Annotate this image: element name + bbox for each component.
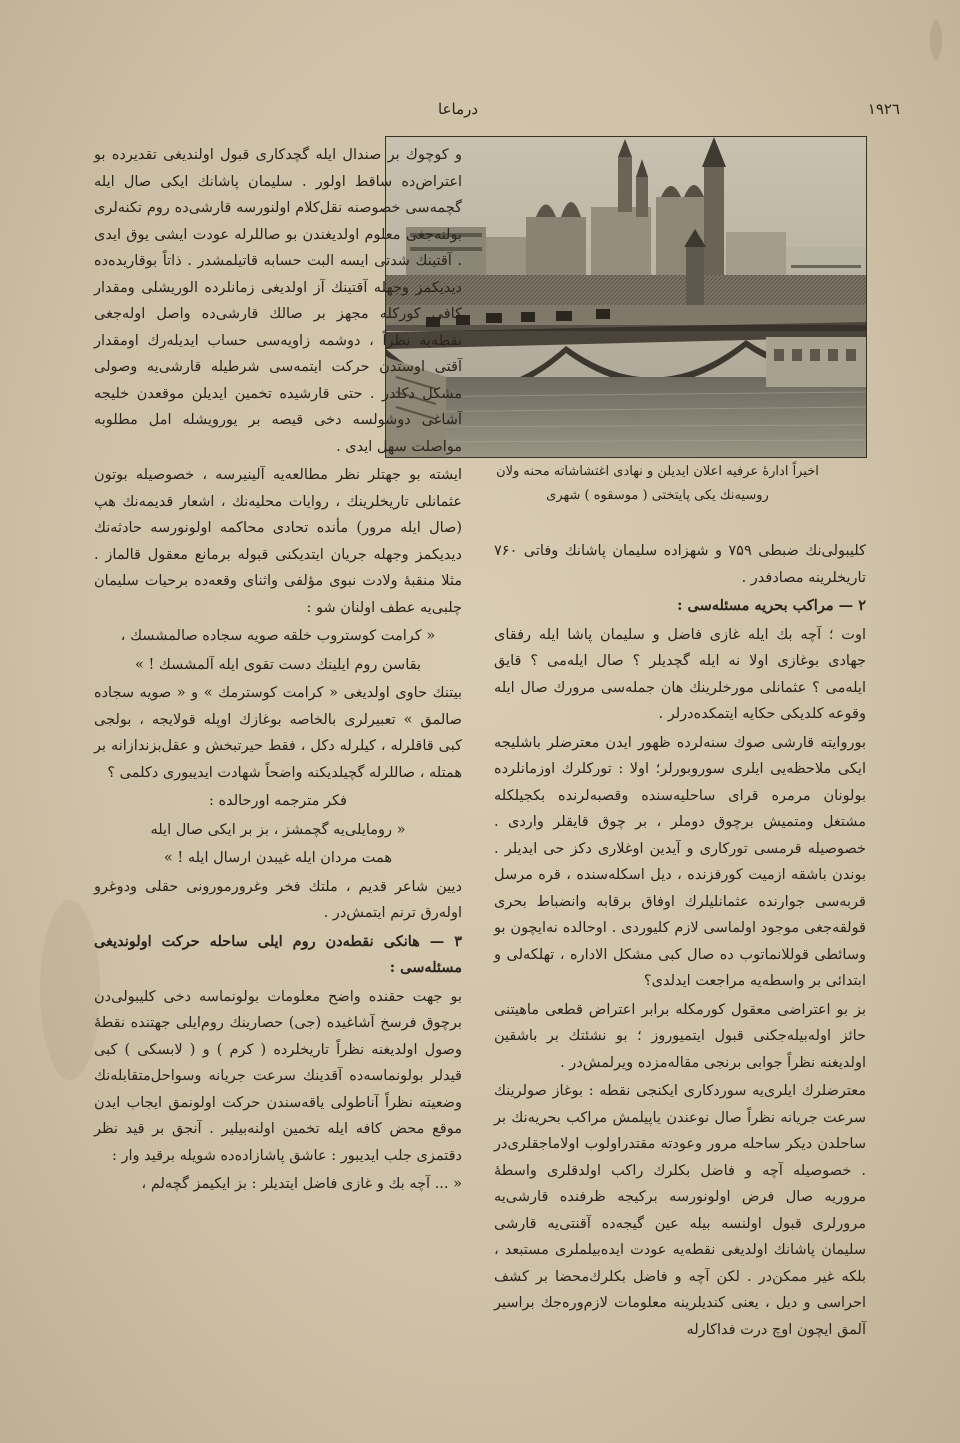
paragraph: و کوچوك بر صندال ایله گچدکاری قبول اولندیغی تقدیرده بو اعتراض‌ده ساقط اولور . سلیمان پاشانك ایکی صال ایله گچمه‌سی خصوصنه نقل‌کلام اولنورسه قارشی‌ده روم تکنه‌لری بولنه‌جغی معلوم اولدیغندن بو صاللرله عودت ایشی یوق ایدی . آقتینك شدتی ایسه البت حسابه قاتیلمشدر . ذاتاً بوقاریده‌ده دیدیکمز وجهله آقتینك آز اولدیغی زمانلرده الوریشلی ومقدار کافی کورکله مجهز بر صالك قارشی‌ده واصل اوله‌جغی نقطه‌یه نظراً ، دوشمه زاویه‌سی حساب ایدیله‌رك اومقدار آقتی اوستدن حرکت ایتمه‌سی شرطیله قارشی‌یه وصولی مشکل دکلدر . حتی قارشیده تخمین ایدیلن موقعدن خلیجه آشاغی دوشولسه دخی قیصه بر یورویشله امل مطلوبه مواصلت سهل ایدی . (94, 147, 462, 455)
paragraph: فکر مترجمه اورحالده : (209, 793, 347, 809)
section-title: ٣ — هانکی نقطه‌دن روم ایلی ساحله حرکت اولوندیغی مسئله‌سی : (94, 932, 462, 976)
wall-tower (686, 247, 704, 307)
paragraph: بیتنك حاوی اولدیغی « کرامت کوسترمك » و « صویه سجاده صالمق » تعبیرلری بالخاصه بوغازك اوپله قولایجه ، بولجی کبی قاقلرله ، کیلرله دکل ، فقط حیرتبخش و عقل‌بزندازانه بر همتله ، صاللرله گچیلدیکنه واضحاً شهادت ایدیبوری دکلمی ؟ (94, 685, 462, 781)
left-column (94, 142, 462, 1200)
page-number: ١٩٢٦ (867, 100, 900, 118)
riverside-building (766, 337, 866, 387)
paragraph: بز بو اعتراضی معقول کورمکله برابر اعتراض قطعی ماهیتنی حائز اوله‌بیله‌جکنی قبول ایتمیوروز ؛ بو نشئتك بر باشقین اولدیغنه نظراً جوابی برنجی مقاله‌مزده ویرلمش‌در . (494, 1001, 866, 1071)
right-column (494, 538, 866, 1345)
paragraph: بوروایته قارشی صوك سنه‌لرده ظهور ایدن معترضلر باشلیجه ایکی ملاحظه‌یی ایلری سوروبورلر؛ اولا : تورکلرك اوزمانلرده بولونان مرمره قرای ساحلیه‌سنده وقصبه‌لرنده بکجیلکله مشتغل ومتمیش برچوق دوملر ، بر چوق قایقلر واردی . خصوصیله قرمسی تورکاری و آیدین اوغلاری دکز حی ایدیلر . بوندن باشقه ازمیت کورفزنده ، دیل اسکله‌سنده ، قره مرسل قربه‌سی جوارنده عثمانلیلرك اوفاق برقابه وانضباط بحری قولقه‌جغی موجود اولماسی لازم کلیوردی . اوحالده نه‌ایچون بو وسائطی قوللانماتوب ده صال کبی مشکل الاداره ، تهلکه‌لی و ابتدائی بر واسطه‌یه مراجعت ایدلدی؟ (494, 734, 866, 989)
caption-line: روسیه‌نك یکی پایتختی ( موسقوه ) شهری (546, 488, 769, 503)
verse-line: « رومایلی‌یه گچمشز ، بز بر ایکی صال ایله (150, 821, 406, 838)
paper-stain (930, 20, 942, 60)
journal-title: درماعا (438, 100, 479, 118)
paragraph: بو جهت حقنده واضح معلومات بولونماسه دخی کلیبولی‌دن برچوق فرسخ آشاغیده (جی) حصارینك روم‌ایلی جهتنده نقطهٔ وصول اولدیغنه نظراً تاریخلرده ( کرم ) و ( لابسکی ) کبی قیدلر بولونماسه‌ده آقدینك سرعت جریانه وسواحل‌متقابله‌نك وضعیته نظراً آناطولی یاقه‌سندن حرکت اولونمق ایجاب ایدن موقع محض کافه ایله تخمین اولنه‌بیلیر . آنجق بر قید نظر دقتمزی جلب ایدیبور : عاشق پاشازاده‌ده شویله برقید وار : (94, 988, 462, 1164)
verse-line: بقاسن روم ایلینك دست تقوی ایله آلمشسك ! » (135, 656, 421, 673)
section-title: ٢ — مراکب بحریه مسئله‌سی : (677, 597, 866, 614)
paragraph: کلیبولی‌نك ضبطی ۷۵۹ و شهزاده سلیمان پاشانك وفاتی ۷۶۰ تاریخلرینه مصادفدر . (494, 543, 866, 586)
paragraph: معترضلرك ایلری‌یه سوردکاری ایکنجی نقطه : بوغاز صولرینك سرعت جریانه نظراً صال نوعندن یاپیلمش مراکب بحریه‌نك بر ساحلدن دیکر ساحله مرور وعودته مقتدراولوب اولاماجقلری‌در . خصوصیله آچه و فاضل بکلرك راکب اولدقلری واسطهٔ مروریه صال فرض اولونورسه برکیجه ظرفنده قارشی‌یه مرورلری قبول اولنسه بیله عین گیجه‌ده آقنتی‌یه قارشی سلیمان پاشانك اولدیغی نقطه‌یه عودت ایده‌بیلملری مستبعد ، بلکه غیر ممکن‌در . لکن آچه و فاضل بکلرك‌محضا بر کشف احراسی و دیل ، یعنی کندیلرینه معلومات لازم‌وره‌جك براسیر آلمق ایچون اوچ درت فداکارله (494, 1083, 866, 1338)
caption-line: اخیراً ادارهٔ عرفیه اعلان ایدیلن و نهادی اغتشاشاته محنه ولان (496, 464, 819, 479)
paragraph: ایشته بو جهتلر نظر مطالعه‌یه آلینیرسه ، خصوصیله بوتون عثمانلی تاریخلرینك ، روایات محلیه‌نك ، اشعار قدیمه‌نك هپ (صال ایله مرور) مأنده تحادی محاکمه اولونورسه حادثه‌نك دیدیکمز وجهله جریان ایتدیکنی قبوله برمانع معقول قالماز . مثلا منقبهٔ ولادت نبوی مؤلفی واثنای وقعه‌ده برحیات سلیمان چلبی‌یه عطف اولنان شو : (94, 467, 462, 616)
paragraph: دیین شاعر قدیم ، ملتك فخر وغرورمورونی حقلی ودوغرو اوله‌رق ترنم ایتمش‌در . (94, 878, 462, 921)
paper-stain (40, 900, 100, 1080)
verse-line: همت مردان ایله غیبدن ارسال ایله ! » (163, 850, 393, 866)
paragraph: اوت ؛ آچه بك ایله غازی فاضل و سلیمان پاشا ایله رفقای جهادی بوغازی اولا نه ایله گچدیلر ؟ صال ایله‌می ؟ قایق ایله‌می ؟ عثمانلی مورخلرینك هان جمله‌سی مرورك صال ایله وقوعه کلدیکی حکایه ایتمکده‌درلر . (494, 626, 866, 722)
verse-line: « کرامت کوستروب خلقه صویه سجاده صالمشسك ، (120, 628, 436, 644)
photo-caption (455, 460, 860, 508)
paragraph: « ... آچه بك و غازی فاضل ایتدیلر : بز ایکیمز گچه‌لم ، (141, 1176, 462, 1192)
